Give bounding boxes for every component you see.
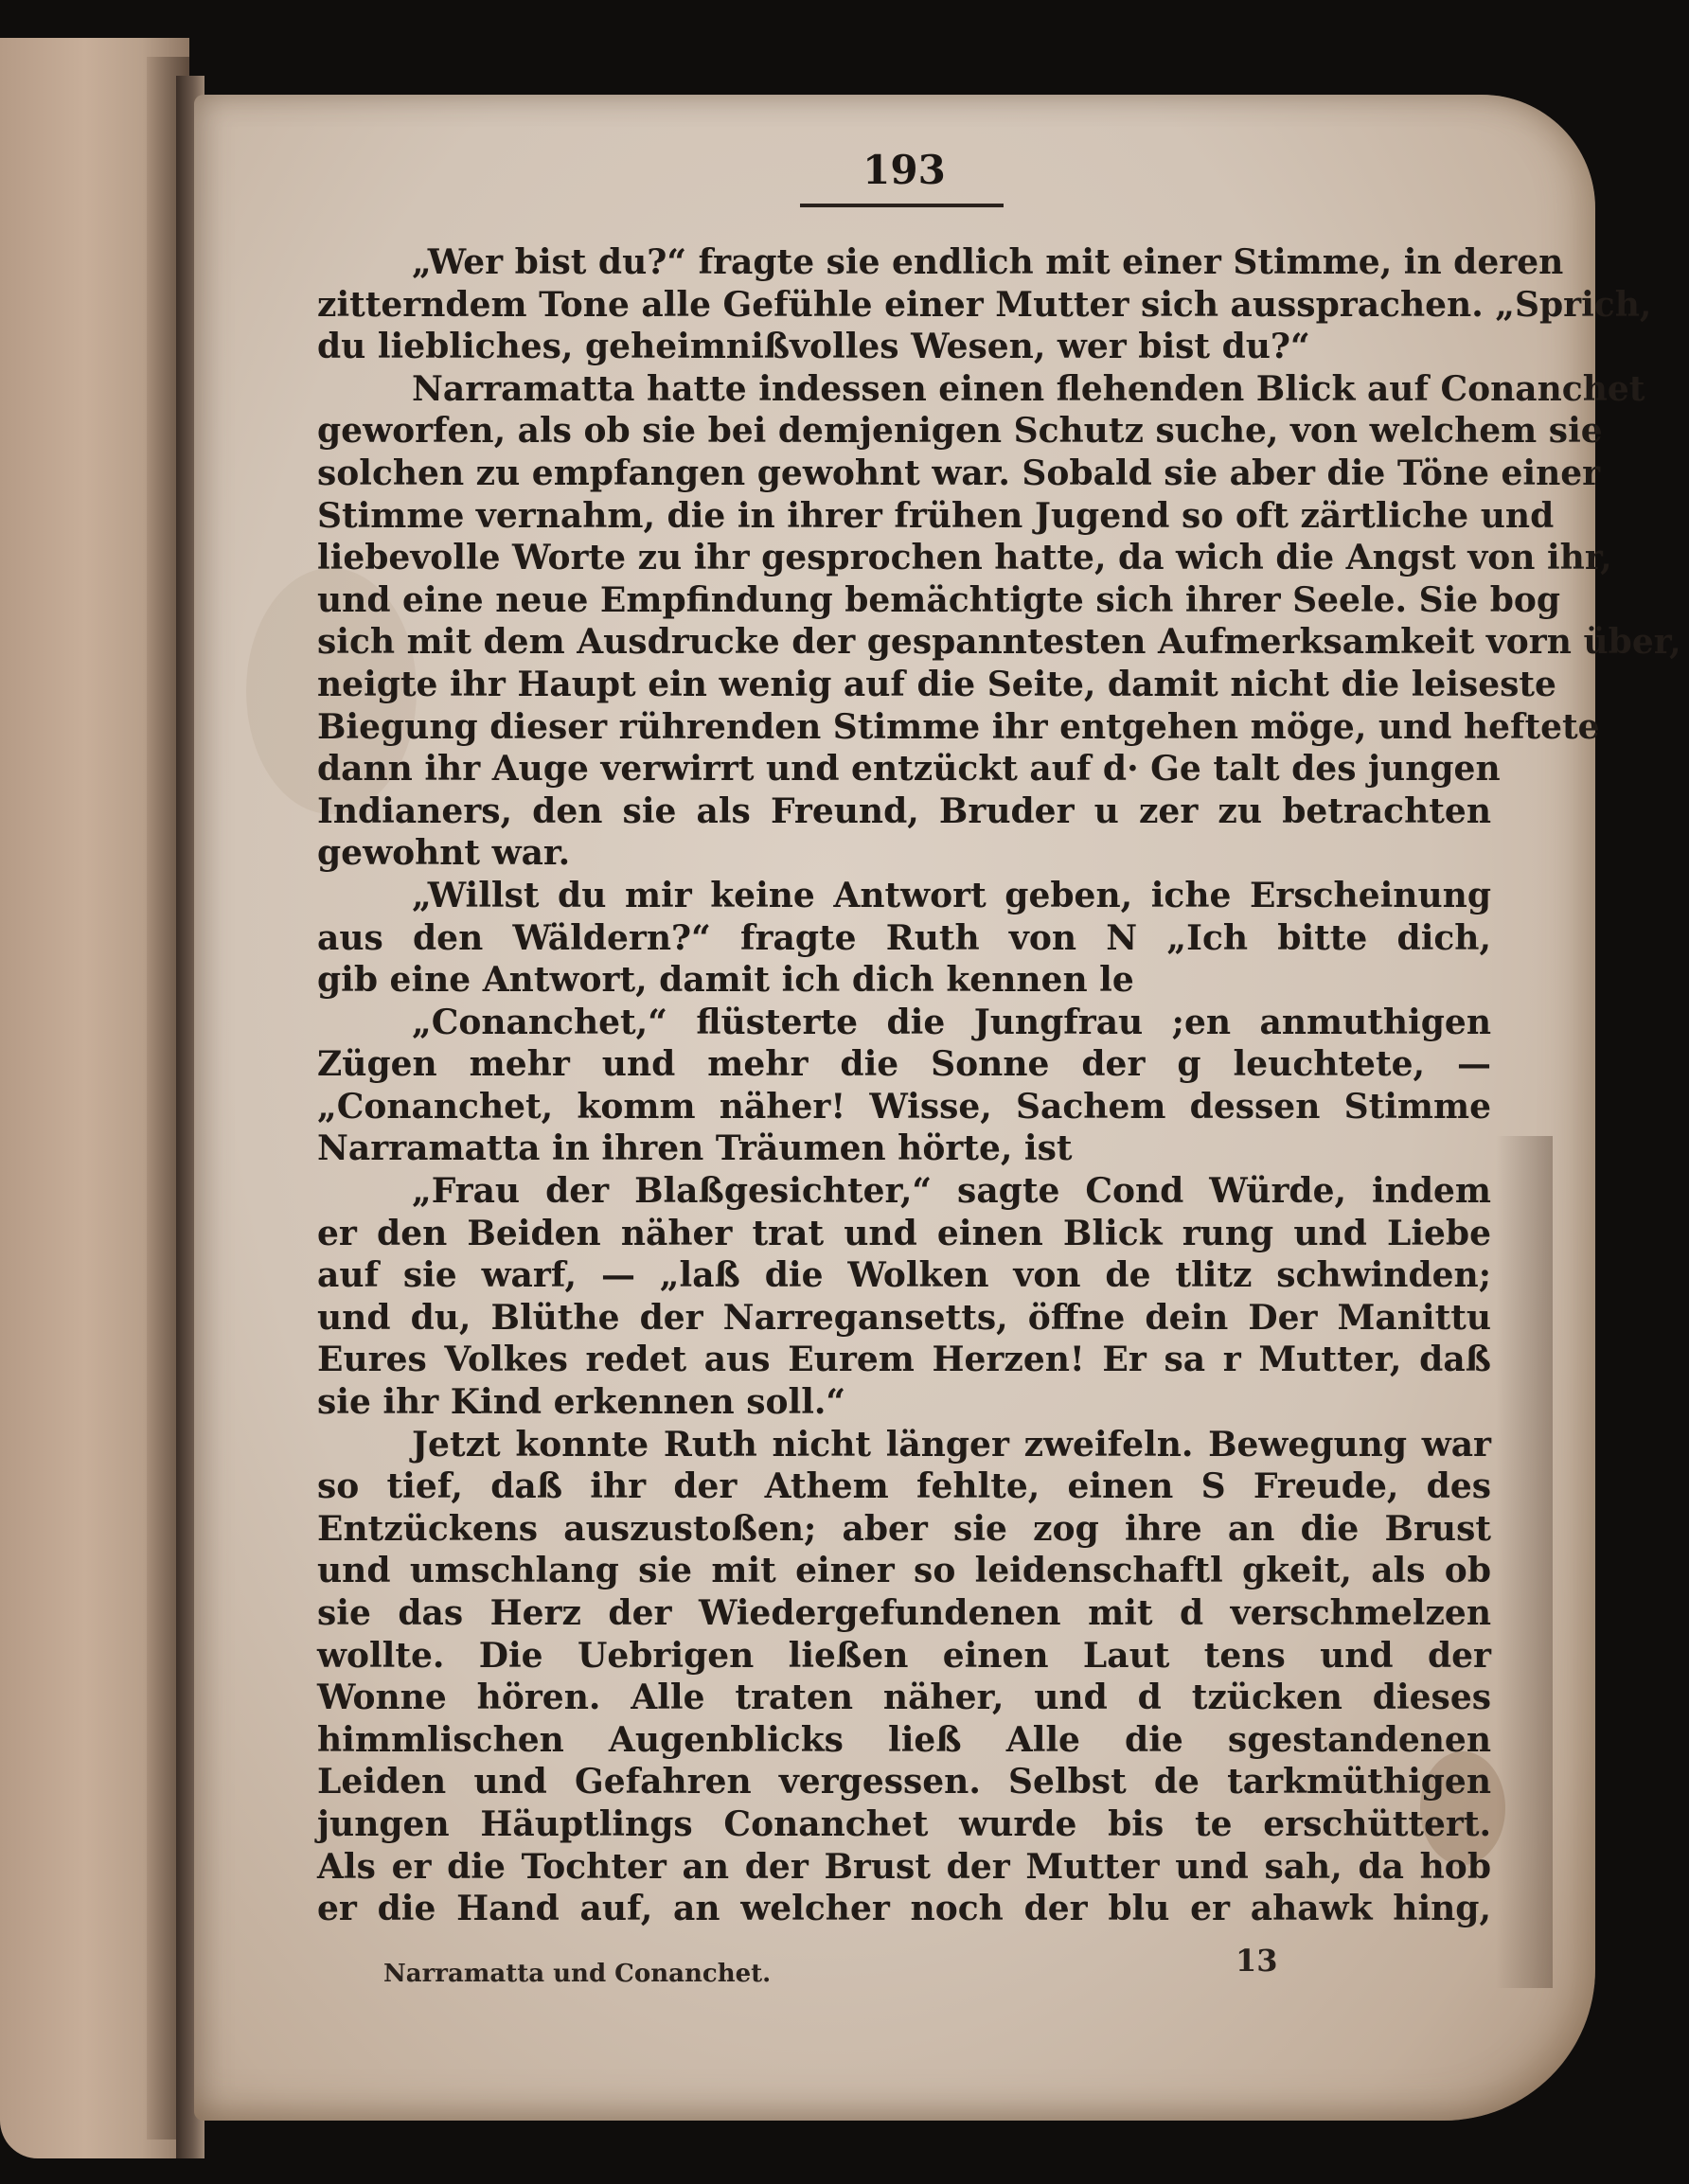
text-line: solchen zu empfangen gewohnt war. Sobald sie aber die Töne einer [317,453,1601,493]
text-line: Eures Volkes redet aus Eurem Herzen! Er sa r Mutter, daß [317,1340,1491,1380]
text-line: und umschlang sie mit einer so leidenschaftl gkeit, als ob [317,1551,1491,1591]
text-line: aus den Wäldern?“ fragte Ruth von N „Ich bitte dich, [317,917,1491,958]
text-line: er den Beiden näher trat und einen Blick rung und Liebe [317,1213,1491,1253]
text-line: Biegung dieser rührenden Stimme ihr entgehen möge, und heftete [317,706,1600,747]
text-line: neigte ihr Haupt ein wenig auf die Seite, damit nicht die leiseste [317,664,1556,704]
text-line: er die Hand auf, an welcher noch der blu er ahawk hing, [317,1889,1491,1929]
text-line: „Wer bist du?“ fragte sie endlich mit einer Stimme, in deren [412,242,1564,282]
text-line: du liebliches, geheimnißvolles Wesen, wer bist du?“ [317,327,1310,367]
text-line: „Willst du mir keine Antwort geben, iche Erscheinung [412,875,1491,915]
text-line: Leiden und Gefahren vergessen. Selbst de tarkmüthigen [317,1762,1491,1802]
text-line: gib eine Antwort, damit ich dich kennen le [317,960,1134,1001]
text-line: Als er die Tochter an der Brust der Mutter und sah, da hob [317,1846,1491,1887]
text-line: Zügen mehr und mehr die Sonne der g leuchtete, — [317,1044,1491,1085]
signature-mark: 13 [1236,1943,1278,1979]
page-number-rule [800,204,1004,207]
text-line: wollte. Die Uebrigen ließen einen Laut tens und der [317,1635,1491,1676]
text-line: himmlischen Augenblicks ließ Alle die sgestandenen [317,1719,1491,1760]
body-text [317,241,1681,1930]
text-line: dann ihr Auge verwirrt und entzückt auf d· Ge talt des jungen [317,749,1501,790]
text-line: so tief, daß ihr der Athem fehlte, einen S Freude, des [317,1466,1491,1507]
text-line: zitterndem Tone alle Gefühle einer Mutter sich aussprachen. „Sprich, [317,284,1652,325]
text-line: Entzückens auszustoßen; aber sie zog ihre an die Brust [317,1508,1491,1549]
text-line: liebevolle Worte zu ihr gesprochen hatte, da wich die Angst von ihr, [317,538,1612,578]
text-line: Jetzt konnte Ruth nicht länger zweifeln. Bewegung war [412,1424,1491,1465]
torn-page-edge [1496,1136,1553,1988]
page-number: 193 [862,147,946,193]
text-line: und eine neue Empfindung bemächtigte sich ihrer Seele. Sie bog [317,579,1561,620]
text-line: Indianers, den sie als Freund, Bruder u zer zu betrachten [317,790,1491,831]
text-line: Stimme vernahm, die in ihrer frühen Jugend so oft zärtliche und [317,495,1555,536]
text-line: und du, Blüthe der Narregansetts, öffne dein Der Manittu [317,1297,1491,1338]
text-line: „Conanchet, komm näher! Wisse, Sachem dessen Stimme [317,1086,1491,1127]
text-line: „Frau der Blaßgesichter,“ sagte Cond Würde, indem [412,1171,1491,1212]
text-line: sich mit dem Ausdrucke der gespanntesten Aufmerksamkeit vorn über, [317,622,1681,663]
text-line: jungen Häuptlings Conanchet wurde bis te erschüttert. [317,1803,1491,1844]
text-line: Narramatta in ihren Träumen hörte, ist [317,1128,1073,1169]
text-line: Narramatta hatte indessen einen flehenden Blick auf Conanchet [412,368,1645,409]
text-line: Wonne hören. Alle traten näher, und d tzücken dieses [317,1678,1491,1718]
text-line: geworfen, als ob sie bei demjenigen Schutz suche, von welchem sie [317,411,1603,452]
text-line: „Conanchet,“ flüsterte die Jungfrau ;en anmuthigen [412,1002,1491,1042]
footer-title: Narramatta und Conanchet. [383,1960,772,1988]
text-line: sie das Herz der Wiedergefundenen mit d verschmelzen [317,1593,1491,1633]
text-line: sie ihr Kind erkennen soll.“ [317,1382,846,1423]
text-line: auf sie warf, — „laß die Wolken von de tlitz schwinden; [317,1255,1491,1296]
text-line: gewohnt war. [317,833,571,874]
